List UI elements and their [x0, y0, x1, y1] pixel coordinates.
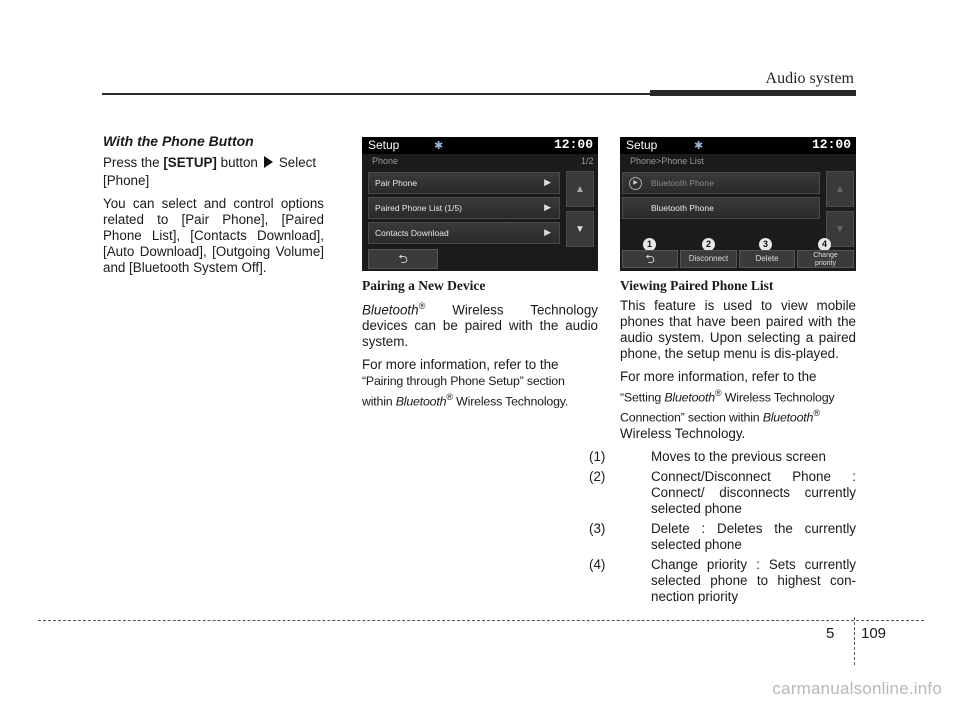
delete-button[interactable]: Delete — [739, 250, 795, 268]
screen-breadcrumb: Phone — [372, 156, 399, 166]
screen-clock: 12:00 — [811, 137, 851, 152]
change-priority-button[interactable]: Change priority — [797, 250, 854, 268]
callout-marker-1: 1 — [643, 238, 656, 251]
reference-paragraph: For more information, refer to the “Setting Bluetooth® Wireless Technology Connection” section within Bluetooth® Wireless Technology. — [620, 369, 835, 441]
column-paired-list — [589, 278, 856, 609]
list-item: (4) Change priority : Sets currently selected phone to highest con-nection priority — [589, 556, 856, 604]
text-button: button — [220, 155, 258, 170]
phone-list-item-1[interactable]: ▶ Bluetooth Phone — [622, 172, 820, 194]
scroll-up-button[interactable]: ▲ — [566, 171, 594, 207]
column-pairing — [362, 278, 598, 417]
footer-dashed-rule — [38, 620, 924, 621]
running-header: Audio system — [765, 70, 854, 87]
screen-subbar — [362, 154, 594, 169]
list-item: (1) Moves to the previous screen — [589, 448, 826, 464]
figure-caption: Viewing Paired Phone List — [620, 278, 774, 293]
screen-page-indicator: 1/2 — [581, 156, 594, 166]
header-bar — [650, 90, 856, 96]
list-item: (2) Connect/Disconnect Phone : Connect/ disconnects currently selected phone — [589, 468, 856, 516]
text-select: Select — [278, 155, 317, 170]
chapter-number: 5 — [826, 625, 835, 642]
page-number: 109 — [861, 625, 887, 642]
callout-marker-4: 4 — [818, 238, 831, 251]
triangle-arrow-icon — [264, 156, 273, 168]
options-paragraph: You can select and control options related to [Pair Phone], [Paired Phone List], [Contacts Download], [Auto Download], [Outgoing Volume] and [Bluetooth System Off]. — [103, 196, 324, 275]
instruction-line — [103, 155, 324, 171]
footer-dashed-divider — [854, 617, 855, 665]
play-icon: ▶ — [629, 177, 642, 190]
instruction-line-2: [Phone] — [103, 173, 150, 188]
list-item: (3) Delete : Deletes the currently selected phone — [589, 520, 856, 552]
phone-list-item-2[interactable]: Bluetooth Phone — [622, 197, 820, 219]
scroll-down-button[interactable]: ▼ — [826, 211, 854, 247]
scroll-up-button[interactable]: ▲ — [826, 171, 854, 207]
scroll-down-button[interactable]: ▼ — [566, 211, 594, 247]
bluetooth-icon: ✱ — [694, 140, 704, 152]
column-phone-button — [103, 133, 324, 283]
back-button[interactable]: ⮌ — [622, 250, 678, 268]
callout-marker-2: 2 — [702, 238, 715, 251]
screen-topbar — [362, 137, 598, 154]
screen-subbar — [620, 154, 820, 169]
callout-marker-3: 3 — [759, 238, 772, 251]
screen-title: Setup — [626, 138, 658, 152]
paired-list-paragraph: This feature is used to view mobile phones that have been paired with the audio system. Upon selecting a paired phone, the setup menu is dis-played. — [620, 298, 856, 361]
disconnect-button[interactable]: Disconnect — [680, 250, 737, 268]
screen-breadcrumb: Phone>Phone List — [630, 156, 704, 166]
menu-item-pair-phone[interactable]: Pair Phone ▶ — [368, 172, 560, 194]
back-button[interactable]: ⮌ — [368, 249, 438, 269]
text-press-the: Press the — [103, 155, 160, 170]
screen-title: Setup — [368, 138, 400, 152]
arrow-right-icon: ▶ — [544, 227, 551, 237]
reference-paragraph: For more information, refer to the “Pairing through Phone Setup” section within Bluetooth® Wireless Technology. — [362, 357, 569, 409]
pairing-paragraph: Bluetooth® Wireless Technology devices can be paired with the audio system. — [362, 301, 598, 350]
phone-list-screen — [620, 137, 856, 271]
menu-item-paired-phone-list[interactable]: Paired Phone List (1/5) ▶ — [368, 197, 560, 219]
figure-caption: Pairing a New Device — [362, 278, 486, 293]
screen-clock: 12:00 — [553, 137, 593, 152]
section-heading: With the Phone Button — [103, 133, 254, 149]
watermark: carmanualsonline.info — [772, 679, 942, 698]
screen-topbar — [620, 137, 856, 154]
arrow-right-icon: ▶ — [544, 202, 551, 212]
bluetooth-icon: ✱ — [434, 140, 444, 152]
setup-phone-screen — [362, 137, 598, 271]
arrow-right-icon: ▶ — [544, 177, 551, 187]
menu-item-contacts-download[interactable]: Contacts Download ▶ — [368, 222, 560, 244]
setup-key-label: [SETUP] — [163, 155, 217, 170]
